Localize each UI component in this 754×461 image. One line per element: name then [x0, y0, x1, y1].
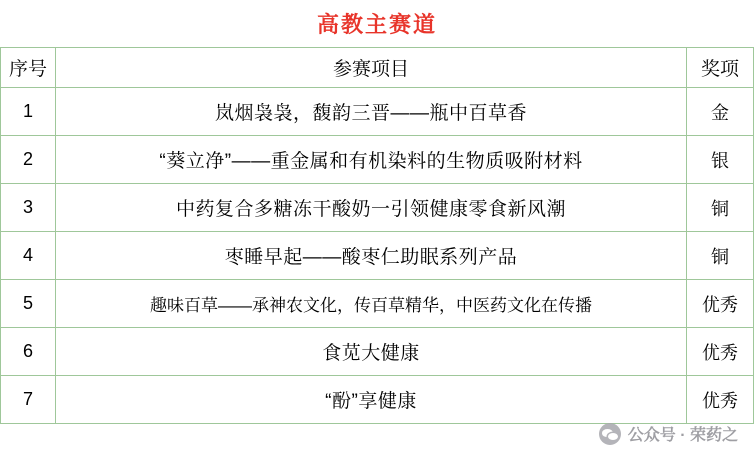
watermark [599, 422, 738, 445]
table-row [1, 280, 754, 328]
cell-no: 2 [1, 136, 56, 184]
cell-no: 5 [1, 280, 56, 328]
table-row [1, 88, 754, 136]
cell-award: 铜 [687, 184, 754, 232]
document-title-row [0, 0, 754, 47]
table-row [1, 328, 754, 376]
table-header [1, 48, 754, 88]
cell-no: 6 [1, 328, 56, 376]
cell-award: 银 [687, 136, 754, 184]
table-header-row [1, 48, 754, 88]
cell-project: 枣睡早起——酸枣仁助眠系列产品 [56, 232, 687, 280]
page-title: 高教主赛道 [316, 12, 437, 37]
wechat-icon [599, 423, 621, 445]
cell-project: “酚”享健康 [56, 376, 687, 424]
cell-award: 优秀 [687, 328, 754, 376]
awards-table [0, 47, 754, 424]
cell-award: 金 [687, 88, 754, 136]
cell-award: 铜 [687, 232, 754, 280]
watermark-text: 公众号 · 荣药之 [627, 427, 738, 444]
column-header-project: 参赛项目 [56, 48, 687, 88]
cell-no: 1 [1, 88, 56, 136]
table-row [1, 136, 754, 184]
cell-award: 优秀 [687, 280, 754, 328]
cell-project: 食苋大健康 [56, 328, 687, 376]
cell-no: 7 [1, 376, 56, 424]
cell-no: 4 [1, 232, 56, 280]
column-header-award: 奖项 [687, 48, 754, 88]
cell-project: 趣味百草——承神农文化，传百草精华，中医药文化在传播 [56, 280, 687, 328]
cell-project: “葵立净”——重金属和有机染料的生物质吸附材料 [56, 136, 687, 184]
column-header-no: 序号 [1, 48, 56, 88]
table-body [1, 88, 754, 424]
cell-project: 岚烟袅袅，馥韵三晋——瓶中百草香 [56, 88, 687, 136]
table-row [1, 232, 754, 280]
cell-project: 中药复合多糖冻干酸奶一引领健康零食新风潮 [56, 184, 687, 232]
table-row [1, 184, 754, 232]
cell-no: 3 [1, 184, 56, 232]
table-row [1, 376, 754, 424]
cell-award: 优秀 [687, 376, 754, 424]
